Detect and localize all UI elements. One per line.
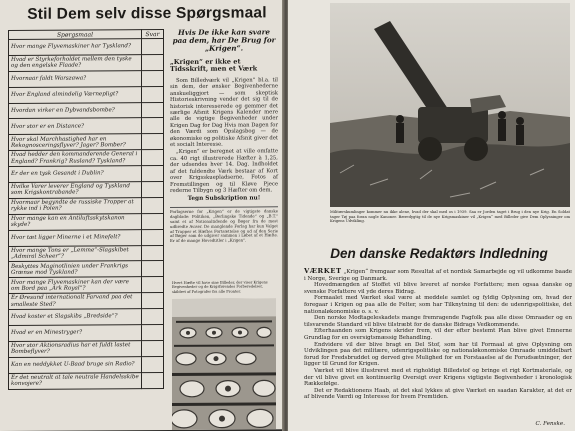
question-cell: Hvad er Styrkeforholdet mellem den tyske og den engelske Flaade? — [9, 55, 142, 72]
question-cell: Hvad hedder den kommanderende General i England? Frankrig? Rusland? Tyskland? — [9, 150, 142, 167]
editor-signature: C. Fenske. — [535, 421, 565, 427]
artillery-photo-image — [330, 3, 570, 207]
article-paragraph: Efterhaanden som Krigens skrider frem, vil der efter bestemt Plan blive givet Emnerne Grundlag for en oversigtsmæssig Behandling. — [304, 328, 572, 341]
question-cell: Er Øresund internationalt Farvand paa det smalleste Sted? — [9, 293, 142, 310]
table-row — [9, 118, 164, 135]
ad-fineprint: Forlagserne for „Krigen“ er de vigtigste danske dagblade: Politiken, „Berlingske Tidende“ og „B.T.“ samt et af Nationaltidende og Bøger fra de mest udbredte Aviser. De manglende Forlag har kun Valget af Trapper et Hæftes Fortsættelse og ud af den Serie af Bøger som de udgiver sammen i Løbet af et Hæfte. Er af de mange Hovedtitler i „Krigen“. — [170, 208, 278, 244]
question-table — [8, 29, 164, 390]
subscribe-call: Tegn Subskription nu! — [187, 195, 261, 203]
article-headline: Den danske Redaktørs Indledning — [330, 246, 548, 261]
opening-word: VÆRKET — [304, 267, 342, 275]
article-paragraph: Formaalet med Værket skal være at meddele samlet og fyldig Oplysning om, hvad der foregaar i Krigen og paa alle de Felter, som har Tilknytning til den: de udenrigspolitiske, det nationaløkonomiske o. s. v. — [304, 295, 572, 315]
subscription-ad — [170, 28, 278, 244]
table-row — [9, 325, 164, 342]
table-row — [9, 54, 164, 71]
ad-body — [170, 77, 278, 194]
answer-cell[interactable] — [142, 166, 164, 182]
answer-cell[interactable] — [142, 293, 164, 309]
answer-cell[interactable] — [142, 340, 164, 356]
photo-caption-right: Militærskumlinger kommer nu ikke alene, hvad der skal med os i 1939. Saa er Jorden taget i Brug i den nye Krig. En Soldat tager Tøj paa foran nogle Kanoner. Bæredygtig til de nye Krigsmaskiner vil „Krigen“ med Billeder give Dem Oplysninger om Krigens Udvikling. — [330, 210, 570, 223]
answer-cell[interactable] — [142, 213, 164, 229]
question-cell: Hvor mange Tons er „Lemme“-Slagskibet „Admiral Scheer“? — [9, 245, 142, 262]
question-cell: Hvor skal Marchhastighed har en Rekognosceringsflyver? Jager? Bomber? — [9, 134, 142, 151]
table-row — [9, 340, 164, 357]
table-row — [9, 70, 164, 87]
question-cell: Hvor England almindelig Værnepligt? — [9, 86, 142, 103]
table-row — [9, 245, 164, 262]
right-page — [288, 0, 575, 431]
answer-cell[interactable] — [142, 197, 164, 213]
question-cell: Er der en tysk Gesandt i Dublin? — [9, 166, 142, 183]
ad-paragraph: Som Billedværk vil „Krigen“ bl.a. til sin dem, der ønsker Begivenhederne anskueliggjort — som skeptisk Historieskrivning vender det sig til de historisk interesserede og gemmer det særlige Afsnit Krigens Kalender mere alle de vigtige Begivenheder under Krigen Dag for Dag Hvis man Dagen for den Værdi som Opslagsbog — de økonomiske og politiske Afsnit giver det et socialt Interesse. — [170, 77, 278, 149]
question-cell: Er det neutralt at tale neutrale Handelsskibe konvojere? — [9, 372, 142, 389]
photo-caption-left: Hvert Hæfte vil have sine Billeder, der viser Krigens Begivenheder og de Krigsførendes Forberedelser, skildret af Fotografer fra alle Fronter. — [172, 280, 268, 294]
aircraft-photo — [172, 298, 276, 430]
article-paragraph: Den norske Modtageleskadets mange fremragende Fagfolk paa alle disse Omraader og en tilsvarende Standard vil blive tilstræbt for de danske Bidrags Vedkommende. — [304, 315, 572, 328]
article-paragraph: Hovedmængden af Stoffet vil blive leveret af norske Forfattere; men ogsaa danske og svenske Forfattere vil yde deres Bidrag. — [304, 282, 572, 295]
question-cell: Hvad er en Minestryger? — [9, 325, 142, 342]
table-row — [9, 150, 164, 167]
answer-cell[interactable] — [142, 70, 164, 86]
table-row — [9, 356, 164, 373]
column-header-question: Spørgsmaal — [9, 30, 142, 40]
table-row — [9, 213, 164, 230]
question-cell: Hvor mange kan en Antiluftsskytskanon skyde? — [9, 213, 142, 230]
answer-cell[interactable] — [142, 54, 164, 70]
article-paragraph: Det er Redaktionens Haab, at det skal lykkes at give Værket en saadan Karakter, at det er af blivende Værdi og Interesse for hvem Fremtiden. — [304, 387, 572, 401]
answer-cell[interactable] — [142, 372, 164, 388]
answer-cell[interactable] — [142, 39, 164, 55]
table-row — [9, 182, 164, 199]
artillery-photo — [330, 3, 570, 207]
answer-cell[interactable] — [142, 118, 164, 134]
table-row — [9, 277, 164, 294]
article-paragraph: Værket vil blive illustreret med et righoldigt Billedstof og bringe et rigt Kortmateriale, og der vil blive givet en kontinuerlig Oversigt over Krigens vigtigste Begivenheder i kronologisk Rækkefølge. — [304, 367, 572, 388]
table-row — [9, 197, 164, 214]
answer-cell[interactable] — [142, 150, 164, 166]
answer-cell[interactable] — [142, 277, 164, 293]
table-row — [9, 293, 164, 310]
answer-cell[interactable] — [142, 182, 164, 198]
answer-cell[interactable] — [142, 102, 164, 118]
table-row — [9, 134, 164, 151]
table-row — [9, 309, 164, 326]
table-row — [9, 166, 164, 183]
ad-paragraph: „Krigen“ er beregnet at ville omfatte ca. 40 rigt illustrerede Hæfter à 1,25, der udsendes hver 14. Dag. Indholdet af det fuldendte Værk bestaar af Kort over Krigsskuepladserne, Fotos af Fremstillingen og til Kløve Pjece rederne Tilbygn og 3 Hæfter om dem. — [170, 148, 278, 194]
answer-cell[interactable] — [142, 86, 164, 102]
question-cell: Hvilke Varer leverer England og Tyskland som Krigskontrabande? — [9, 182, 142, 199]
question-cell: Beskyttes Maginotlinien under Frankrigs Grænse mod Tyskland? — [9, 261, 142, 278]
answer-cell[interactable] — [142, 356, 164, 372]
article-paragraph: VÆRKET „Krigen“ fremgaar som Resultat af et nordisk Samarbejde og vil udkomme baade i Norge, Sverige og Danmark. — [304, 267, 572, 282]
table-row — [9, 102, 164, 119]
answer-cell[interactable] — [142, 229, 164, 245]
table-row — [9, 372, 164, 389]
question-cell: Hvormaar begyndte de russiske Tropper at rykke ind i Polen? — [9, 198, 142, 215]
question-list — [9, 39, 164, 390]
answer-cell[interactable] — [142, 309, 164, 325]
answer-cell[interactable] — [142, 134, 164, 150]
question-cell: Hvordan virker en Dybvandsbombe? — [9, 102, 142, 119]
left-page — [0, 0, 284, 431]
article-paragraph: Endvidere vil der blive bragt en Del Stof, som har til Formaal at give Oplysning om Udviklingen paa det militære, udenrigspolitiske og nationaløkonomiske Omraade umiddelbart forud for Fredsbruddet og derved give Mulighed for en Forstaaelse af de Forudsætninger, der ligger til Grund for Krigen. — [304, 341, 572, 368]
ad-subhead: „Krigen“ er ikke et Tidsskrift, men et Værk — [170, 57, 258, 73]
question-cell: Kan en neddykket U-Baad bruge sin Radio? — [9, 356, 142, 373]
aircraft-photo-image — [172, 298, 276, 430]
answer-cell[interactable] — [142, 261, 164, 277]
article-body — [304, 268, 572, 401]
question-cell: Hvor stor er en Distance? — [9, 118, 142, 135]
question-cell: Hvad koster et Slagskibs „Bredside“? — [9, 309, 142, 326]
answer-cell[interactable] — [142, 325, 164, 341]
page-title: Stil Dem selv disse Spørgsmaal — [27, 4, 267, 23]
question-cell: Hvor tæt ligger Minerne i et Minefelt? — [9, 229, 142, 246]
question-cell: Hvor stor Aktionsradius har et fuldt lastet Bombeflyver? — [9, 341, 142, 358]
table-row — [9, 261, 164, 278]
table-row — [9, 86, 164, 103]
question-cell: Hvor mange Flyvemaskiner kan der være om Bord paa „Ark Royal“? — [9, 277, 142, 294]
column-header-answer: Svar — [142, 30, 164, 39]
ad-headline: Hvis De ikke kan svare paa dem, har De Brug for „Krigen“. — [172, 27, 276, 53]
question-cell: Hvornaar faldt Warszawa? — [9, 70, 142, 87]
table-row — [9, 229, 164, 246]
answer-cell[interactable] — [142, 245, 164, 261]
table-row — [9, 39, 164, 56]
question-cell: Hvor mange Flyvemaskiner har Tyskland? — [9, 39, 142, 56]
